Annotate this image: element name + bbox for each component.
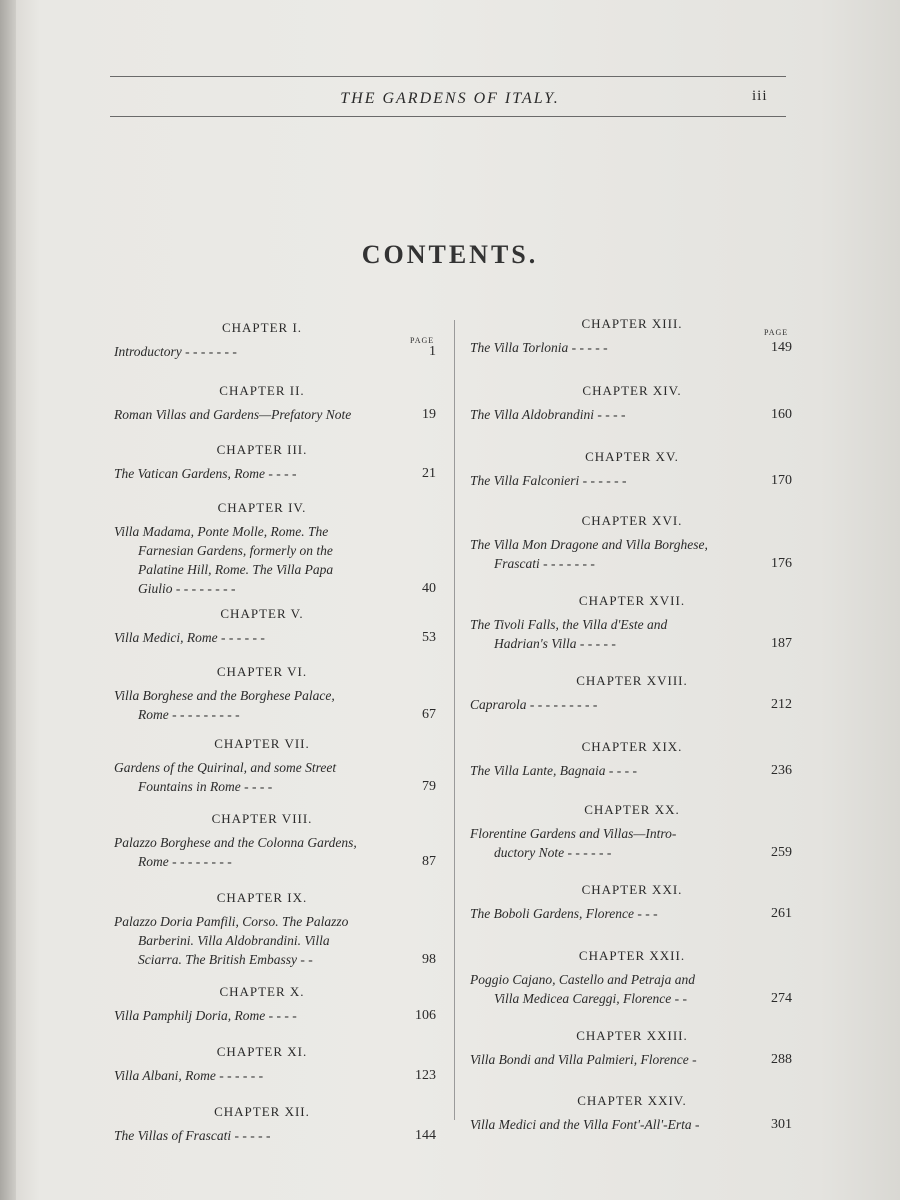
entry-title-line: Villa Madama, Ponte Molle, Rome. The bbox=[114, 524, 329, 539]
entry-title-line: The Tivoli Falls, the Villa d'Este and bbox=[470, 617, 668, 632]
chapter-heading: CHAPTER IX. bbox=[216, 890, 308, 905]
entry-title-line: The Boboli Gardens, Florence - - - bbox=[470, 906, 658, 921]
page-number: 87 bbox=[422, 854, 436, 869]
entry-title-line: The Villa Mon Dragone and Villa Borghese, bbox=[470, 537, 708, 552]
page-number: 53 bbox=[422, 630, 436, 645]
entry-title-line: Hadrian's Villa - - - - - bbox=[494, 636, 616, 651]
chapter-heading: CHAPTER XI. bbox=[216, 1044, 308, 1059]
entry-title-line: Frascati - - - - - - - bbox=[494, 556, 595, 571]
chapter-heading: CHAPTER I. bbox=[221, 320, 303, 335]
header-rule-bottom bbox=[110, 116, 786, 117]
column-divider bbox=[454, 320, 455, 1120]
page-number: 212 bbox=[771, 697, 792, 712]
page-number: 40 bbox=[422, 581, 436, 596]
entry-title-line: Introductory - - - - - - - bbox=[114, 344, 237, 359]
entry-title-line: Rome - - - - - - - - bbox=[138, 854, 232, 869]
running-head-title: THE GARDENS OF ITALY. bbox=[340, 90, 560, 107]
entry-title-line: The Villa Lante, Bagnaia - - - - bbox=[470, 763, 637, 778]
entry-title-line: Farnesian Gardens, formerly on the bbox=[138, 543, 333, 558]
entry-title-line: Giulio - - - - - - - - bbox=[138, 581, 236, 596]
entry-title-line: Roman Villas and Gardens—Prefatory Note bbox=[114, 407, 352, 422]
page-number: 79 bbox=[422, 779, 436, 794]
page-number: 236 bbox=[771, 763, 792, 778]
entry-title-line: Rome - - - - - - - - - bbox=[138, 707, 240, 722]
chapter-heading: CHAPTER XIV. bbox=[582, 383, 682, 398]
page-column-label-left: PAGE bbox=[410, 336, 435, 345]
chapter-heading: CHAPTER VIII. bbox=[211, 811, 313, 826]
page-number: 19 bbox=[422, 407, 436, 422]
page-number: 144 bbox=[415, 1128, 436, 1143]
entry-title-line: Villa Bondi and Villa Palmieri, Florence - bbox=[470, 1052, 697, 1067]
chapter-heading: CHAPTER XXIV. bbox=[577, 1093, 687, 1108]
chapter-heading: CHAPTER XIII. bbox=[581, 316, 683, 331]
chapter-heading: CHAPTER VII. bbox=[214, 736, 310, 751]
chapter-heading: CHAPTER XV. bbox=[585, 449, 679, 464]
entry-title-line: The Vatican Gardens, Rome - - - - bbox=[114, 466, 297, 481]
chapter-heading: CHAPTER XXII. bbox=[578, 948, 686, 963]
chapter-heading: CHAPTER II. bbox=[219, 383, 305, 398]
entry-title-line: Barberini. Villa Aldobrandini. Villa bbox=[138, 933, 330, 948]
contents-heading: CONTENTS. bbox=[361, 240, 539, 269]
entry-title-line: Poggio Cajano, Castello and Petraja and bbox=[470, 972, 695, 987]
entry-title-line: Fountains in Rome - - - - bbox=[138, 779, 273, 794]
page-number: 67 bbox=[422, 707, 436, 722]
chapter-heading: CHAPTER XVII. bbox=[578, 593, 686, 608]
chapter-heading: CHAPTER III. bbox=[216, 442, 308, 457]
page-number: 274 bbox=[771, 991, 792, 1006]
chapter-heading: CHAPTER XVI. bbox=[581, 513, 683, 528]
entry-title-line: The Villa Torlonia - - - - - bbox=[470, 340, 608, 355]
page-number: 176 bbox=[771, 556, 792, 571]
page-number: 106 bbox=[415, 1008, 436, 1023]
page-number: 288 bbox=[771, 1052, 792, 1067]
chapter-heading: CHAPTER XIX. bbox=[581, 739, 683, 754]
page-number: 98 bbox=[422, 952, 436, 967]
entry-title-line: The Villas of Frascati - - - - - bbox=[114, 1128, 271, 1143]
entry-title-line: Villa Medicea Careggi, Florence - - bbox=[494, 991, 687, 1006]
page-column-label-right: PAGE bbox=[764, 328, 789, 337]
page-number: 170 bbox=[771, 473, 792, 488]
chapter-heading: CHAPTER XXIII. bbox=[576, 1028, 688, 1043]
entry-title-line: Villa Pamphilj Doria, Rome - - - - bbox=[114, 1008, 297, 1023]
chapter-heading: CHAPTER X. bbox=[219, 984, 305, 999]
entry-title-line: Villa Medici and the Villa Font'-All'-Erta - bbox=[470, 1117, 700, 1132]
chapter-heading: CHAPTER XX. bbox=[584, 802, 680, 817]
entry-title-line: Palazzo Doria Pamfili, Corso. The Palazzo bbox=[114, 914, 349, 929]
entry-title-line: Sciarra. The British Embassy - - bbox=[138, 952, 313, 967]
page-number: 187 bbox=[771, 636, 792, 651]
entry-title-line: Gardens of the Quirinal, and some Street bbox=[114, 760, 337, 775]
page-number: 301 bbox=[771, 1117, 792, 1132]
running-head-page-number: iii bbox=[752, 88, 768, 104]
page-number: 123 bbox=[415, 1068, 436, 1083]
entry-title-line: Villa Medici, Rome - - - - - - bbox=[114, 630, 265, 645]
page-number: 261 bbox=[771, 906, 792, 921]
page-number: 21 bbox=[422, 466, 436, 481]
entry-title-line: Caprarola - - - - - - - - - bbox=[470, 697, 598, 712]
chapter-heading: CHAPTER XVIII. bbox=[576, 673, 688, 688]
entry-title-line: The Villa Falconieri - - - - - - bbox=[470, 473, 627, 488]
chapter-heading: CHAPTER VI. bbox=[216, 664, 308, 679]
entry-title-line: Palazzo Borghese and the Colonna Gardens, bbox=[114, 835, 357, 850]
page-number: 149 bbox=[771, 340, 792, 355]
entry-title-line: Palatine Hill, Rome. The Villa Papa bbox=[138, 562, 334, 577]
entry-title-line: ductory Note - - - - - - bbox=[494, 845, 612, 860]
chapter-heading: CHAPTER XII. bbox=[214, 1104, 310, 1119]
page-number: 1 bbox=[429, 344, 436, 359]
entry-title-line: Villa Borghese and the Borghese Palace, bbox=[114, 688, 335, 703]
chapter-heading: CHAPTER V. bbox=[220, 606, 304, 621]
entry-title-line: The Villa Aldobrandini - - - - bbox=[470, 407, 626, 422]
chapter-heading: CHAPTER XXI. bbox=[581, 882, 683, 897]
page-number: 259 bbox=[771, 845, 792, 860]
book-gutter bbox=[0, 0, 16, 1200]
header-rule-top bbox=[110, 76, 786, 77]
page-number: 160 bbox=[771, 407, 792, 422]
entry-title-line: Florentine Gardens and Villas—Intro- bbox=[470, 826, 677, 841]
entry-title-line: Villa Albani, Rome - - - - - - bbox=[114, 1068, 264, 1083]
chapter-heading: CHAPTER IV. bbox=[217, 500, 307, 515]
